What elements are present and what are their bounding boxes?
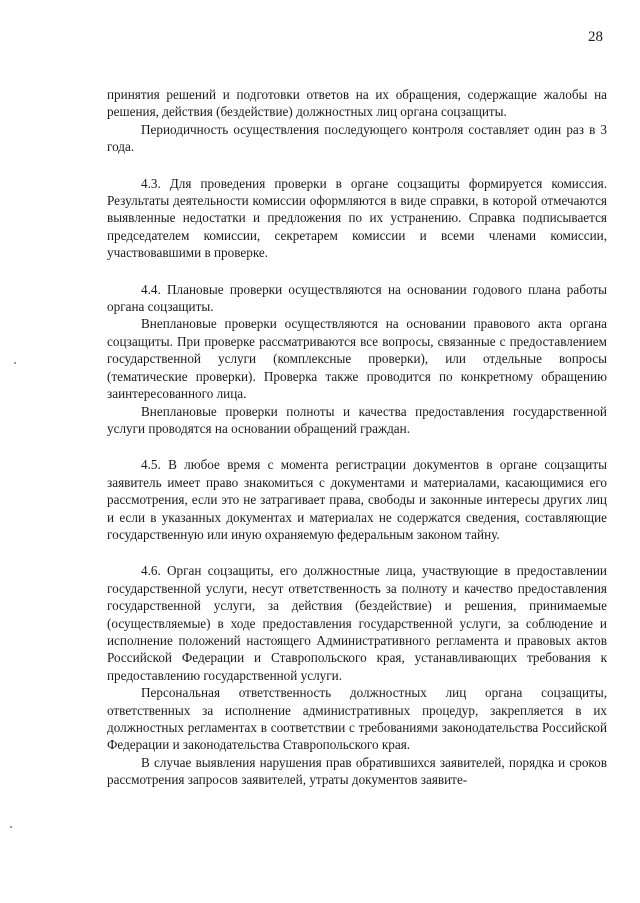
scan-artifact xyxy=(14,362,16,364)
paragraph-4-3: 4.3. Для проведения проверки в органе соцзащиты формируется комиссия. Результаты деятельности комиссии оформляются в виде справки, в которой отмечаются выявленные недостатки и предложения по их устранению. Справка подписывается председателем комиссии, секретарем комиссии и всеми членами комиссии, участвовавшими в проверке. xyxy=(107,175,607,261)
paragraph-violations: В случае выявления нарушения прав обратившихся заявителей, порядка и сроков рассмотрения запросов заявителей, утраты документов заявите- xyxy=(107,754,607,788)
paragraph-4-4: 4.4. Плановые проверки осуществляются на основании годового плана работы органа соцзащиты. xyxy=(107,281,607,315)
paragraph-unscheduled-checks: Внеплановые проверки осуществляются на основании правового акта органа соцзащиты. При проверке рассматриваются все вопросы, связанные с предоставлением государственной услуги (комплексные проверки), или отдельные вопросы (тематические проверки). Проверка также проводится по конкретному обращению заинтересованного лица. xyxy=(107,316,607,402)
page-number: 28 xyxy=(588,29,603,45)
paragraph-periodicity: Периодичность осуществления последующего контроля составляет один раз в 3 года. xyxy=(107,121,607,155)
scan-artifact xyxy=(10,826,12,828)
document-body xyxy=(107,86,607,789)
paragraph-unscheduled-by-appeals: Внеплановые проверки полноты и качества предоставления государственной услуги проводятся на основании обращений граждан. xyxy=(107,403,607,436)
paragraph-4-6: 4.6. Орган соцзащиты, его должностные лица, участвующие в предоставлении государственной услуги, несут ответственность за полноту и качество предоставления государственной услуги, за действия (бездействие) и решения, принимаемые (осуществляемые) в ходе предоставления государственной услуги, за соблюдение и исполнение положений настоящего Административного регламента и правовых актов Российской Федерации и Ставропольского края, устанавливающих требования к предоставлению государственной услуги. xyxy=(107,563,607,683)
paragraph-continuation: принятия решений и подготовки ответов на их обращения, содержащие жалобы на решения, действия (бездействие) должностных лиц органа соцзащиты. xyxy=(107,87,607,120)
paragraph-personal-responsibility: Персональная ответственность должностных лиц органа соцзащиты, ответственных за исполнение административных процедур, закрепляется в их должностных регламентах в соответствии с требованиями законодательства Российской Федерации и законодательства Ставропольского края. xyxy=(107,685,607,753)
paragraph-4-5: 4.5. В любое время с момента регистрации документов в органе соцзащиты заявитель имеет право знакомиться с документами и материалами, касающимися его рассмотрения, если это не затрагивает права, свободы и законные интересы других лиц и если в указанных документах и материалах не содержатся сведения, составляющие государственную или иную охраняемую федеральным законом тайну. xyxy=(107,457,607,542)
